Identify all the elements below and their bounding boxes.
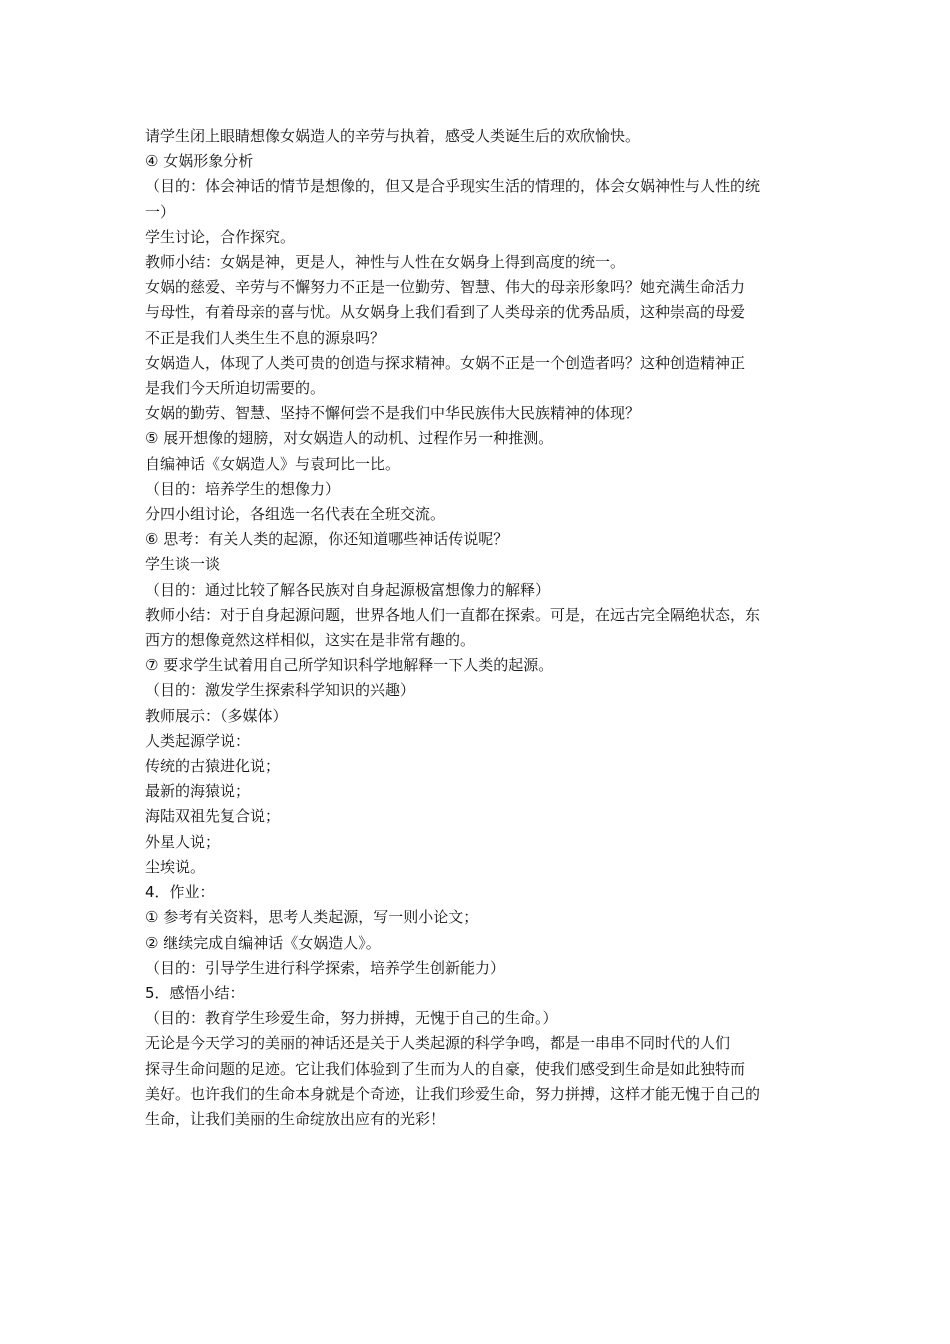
- text-line: 探寻生命问题的足迹。它让我们体验到了生而为人的自豪，使我们感受到生命是如此独特而: [145, 1059, 746, 1078]
- text-line: 一）: [145, 202, 176, 221]
- text-line: （目的：引导学生进行科学探索，培养学生创新能力）: [145, 958, 506, 977]
- list-item: ② 继续完成自编神话《女娲造人》。: [145, 933, 381, 952]
- text-line: 女娲的勤劳、智慧、坚持不懈何尝不是我们中华民族伟大民族精神的体现？: [145, 404, 641, 423]
- text-line: 人类起源学说：: [145, 731, 251, 750]
- text-line: 教师小结：对于自身起源问题，世界各地人们一直都在探索。可是，在远古完全隔绝状态，东: [145, 605, 761, 624]
- text-line: 美好。也许我们的生命本身就是个奇迹，让我们珍爱生命，努力拼搏，这样才能无愧于自己的: [145, 1084, 761, 1103]
- list-item: 外星人说；: [145, 832, 221, 851]
- text-line: 西方的想像竟然这样相似，这实在是非常有趣的。: [145, 631, 476, 650]
- text-line: 女娲造人，体现了人类可贵的创造与探求精神。女娲不正是一个创造者吗？这种创造精神正: [145, 353, 746, 372]
- text-line: 自编神话《女娲造人》与袁珂比一比。: [145, 454, 401, 473]
- text-line: 不正是我们人类生生不息的源泉吗？: [145, 328, 386, 347]
- text-line: （目的：通过比较了解各民族对自身起源极富想像力的解释）: [145, 580, 551, 599]
- section-heading: 5．感悟小结：: [145, 983, 245, 1002]
- list-item: 传统的古猿进化说；: [145, 757, 281, 776]
- text-line: 女娲的慈爱、辛劳与不懈努力不正是一位勤劳、智慧、伟大的母亲形象吗？她充满生命活力: [145, 278, 746, 297]
- text-line: 教师小结：女娲是神，更是人，神性与人性在女娲身上得到高度的统一。: [145, 253, 626, 272]
- text-line: （目的：教育学生珍爱生命，努力拼搏，无愧于自己的生命。）: [145, 1009, 558, 1028]
- text-line: 与母性，有着母亲的喜与忧。从女娲身上我们看到了人类母亲的优秀品质，这种崇高的母爱: [145, 303, 746, 322]
- list-item: ① 参考有关资料，思考人类起源，写一则小论文；: [145, 908, 479, 927]
- text-line: 学生讨论，合作探究。: [145, 227, 296, 246]
- text-line: （目的：激发学生探索科学知识的兴趣）: [145, 681, 416, 700]
- section-heading: ④ 女娲形象分析: [145, 152, 254, 171]
- text-line: 无论是今天学习的美丽的神话还是关于人类起源的科学争鸣，都是一串串不同时代的人们: [145, 1034, 731, 1053]
- text-line: 学生谈一谈: [145, 555, 221, 574]
- section-heading: 4．作业：: [145, 883, 215, 902]
- list-item: 最新的海猿说；: [145, 782, 251, 801]
- text-line: 分四小组讨论，各组选一名代表在全班交流。: [145, 505, 446, 524]
- text-line: 教师展示：（多媒体）: [145, 706, 288, 725]
- text-line: 生命，让我们美丽的生命绽放出应有的光彩！: [145, 1109, 446, 1128]
- text-line: （目的：培养学生的想像力）: [145, 479, 341, 498]
- text-line: 是我们今天所迫切需要的。: [145, 379, 326, 398]
- list-item: 海陆双祖先复合说；: [145, 807, 281, 826]
- list-item: 尘埃说。: [145, 857, 206, 876]
- section-heading: ⑥ 思考：有关人类的起源，你还知道哪些神话传说呢？: [145, 530, 509, 549]
- section-heading: ⑦ 要求学生试着用自己所学知识科学地解释一下人类的起源。: [145, 656, 554, 675]
- section-heading: ⑤ 展开想像的翅膀，对女娲造人的动机、过程作另一种推测。: [145, 429, 554, 448]
- document-page: [145, 124, 810, 1132]
- text-line: 请学生闭上眼睛想像女娲造人的辛劳与执着，感受人类诞生后的欢欣愉快。: [145, 127, 641, 145]
- text-line: （目的：体会神话的情节是想像的，但又是合乎现实生活的情理的，体会女娲神性与人性的统: [145, 177, 761, 196]
